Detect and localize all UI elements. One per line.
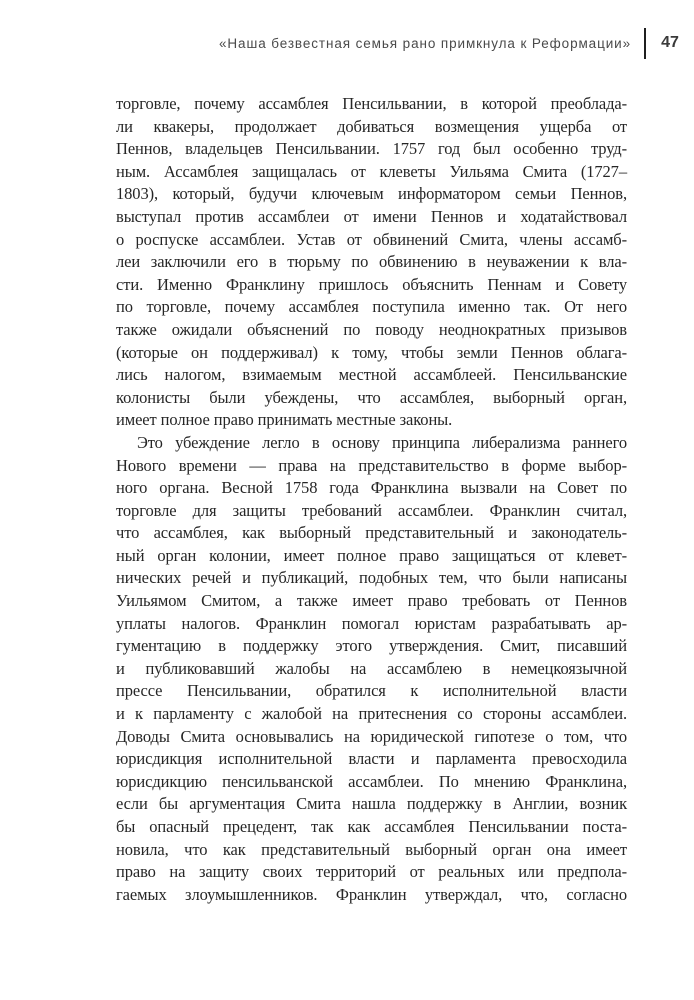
text-line: торговле для защиты требований ассамблеи. Франклин считал, xyxy=(116,500,627,520)
text-line: ным. Ассамблея защищалась от клеветы Уильяма Смита (1727– xyxy=(116,161,627,181)
running-header xyxy=(0,27,694,59)
text-line: юрисдикцию пенсильванской ассамблеи. По мнению Франклина, xyxy=(116,771,627,791)
text-line: 1803), который, будучи ключевым информатором семьи Пеннов, xyxy=(116,184,627,204)
text-line: ли квакеры, продолжает добиваться возмещения ущерба от xyxy=(116,116,627,136)
text-line: торговле, почему ассамблея Пенсильвании, в которой преоблада- xyxy=(116,94,627,113)
text-line: гументацию в поддержку этого утверждения. Смит, писавший xyxy=(116,636,627,656)
text-line: новила, что как представительный выборный орган она имеет xyxy=(116,839,627,859)
running-title: «Наша безвестная семья рано примкнула к Реформации» xyxy=(219,35,631,51)
text-line: (которые он поддерживал) к тому, чтобы земли Пеннов облага- xyxy=(116,342,627,362)
text-line: о роспуске ассамблеи. Устав от обвинений Смита, члены ассамб- xyxy=(116,229,627,249)
text-line: если бы аргументация Смита нашла поддержку в Англии, возник xyxy=(116,794,627,814)
text-line: и публиковавший жалобы на ассамблею в немецкоязычной xyxy=(116,658,627,678)
text-line: что ассамблея, как выборный представительный и законодатель- xyxy=(116,523,627,543)
text-line: леи заключили его в тюрьму по обвинению в неуважении к вла- xyxy=(116,252,627,272)
text-line: колонисты были убеждены, что ассамблея, выборный орган, xyxy=(116,387,627,407)
text-line: Нового времени — права на представительство в форме выбор- xyxy=(116,455,627,475)
paragraph xyxy=(116,93,627,432)
text-line: Доводы Смита основывались на юридической гипотезе о том, что xyxy=(116,726,627,746)
text-line: бы опасный прецедент, так как ассамблея Пенсильвании поста- xyxy=(116,817,627,836)
text-line: уплаты налогов. Франклин помогал юристам разрабатывать ар- xyxy=(116,613,627,633)
text-line: Это убеждение легло в основу принципа либерализма раннего xyxy=(137,432,627,452)
text-line: прессе Пенсильвании, обратился к исполнительной власти xyxy=(116,681,627,701)
text-line: и к парламенту с жалобой на притеснения со стороны ассамблеи. xyxy=(116,704,627,724)
text-line: лись налогом, взимаемым местной ассамблеей. Пенсильванские xyxy=(116,365,627,385)
body-text xyxy=(116,93,627,906)
text-line: по торговле, почему ассамблея поступила именно так. От него xyxy=(116,297,627,317)
paragraph xyxy=(116,432,627,906)
text-line: ный орган колонии, имеет полное право защищаться от клевет- xyxy=(116,545,627,565)
text-line: выступал против ассамблеи от имени Пеннов и ходатайствовал xyxy=(116,206,627,226)
text-line: юрисдикция исполнительной власти и парламента превосходила xyxy=(116,749,627,769)
text-line: гаемых злоумышленников. Франклин утверждал, что, согласно xyxy=(116,884,627,904)
text-line: Уильямом Смитом, а также имеет право требовать от Пеннов xyxy=(116,591,627,611)
text-line: право на защиту своих территорий от реальных или предпола- xyxy=(116,862,627,882)
text-line: ного органа. Весной 1758 года Франклина вызвали на Совет по xyxy=(116,478,627,498)
text-line: сти. Именно Франклину пришлось объяснить Пеннам и Совету xyxy=(116,274,627,294)
text-line: имеет полное право принимать местные законы. xyxy=(116,410,453,430)
text-line: нических речей и публикаций, подобных тем, что были написаны xyxy=(116,568,627,588)
text-line: Пеннов, владельцев Пенсильвании. 1757 год был особенно труд- xyxy=(116,139,627,159)
page-number: 47 xyxy=(661,34,679,51)
text-line: также ожидали объяснений по поводу неоднократных призывов xyxy=(116,319,627,339)
